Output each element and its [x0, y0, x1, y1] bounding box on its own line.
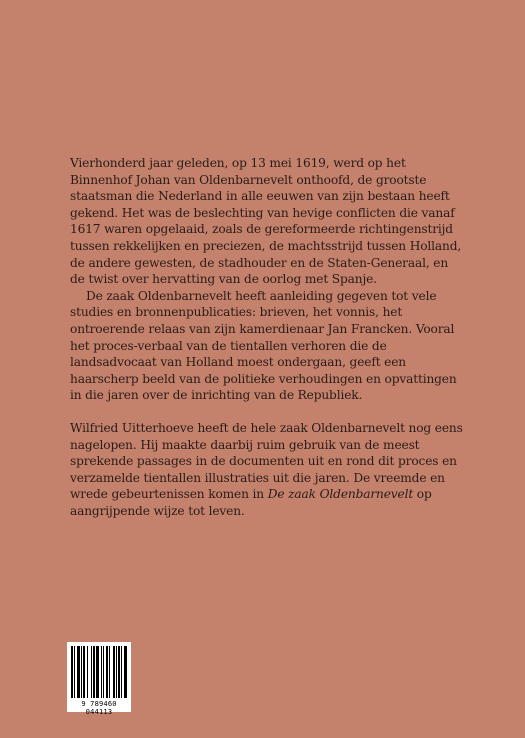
barcode-bar	[74, 646, 75, 698]
barcode-bar	[77, 646, 80, 698]
barcode-bar	[83, 646, 85, 698]
barcode-bar	[109, 646, 110, 698]
barcode-bar	[71, 646, 73, 698]
barcode-bar	[101, 646, 102, 698]
blurb-paragraph-3	[70, 420, 465, 520]
book-title-italic: De zaak Oldenbarnevelt	[267, 487, 414, 502]
blurb-paragraph-2: De zaak Oldenbarnevelt heeft aanleiding gegeven tot vele studies en bronnenpublicaties: brieven, het vonnis, het ontroerende relaas van zijn kamerdienaar Jan Francken. Vooral het proces-verbaal van de tientallen verhoren die de landsadvocaat van Holland moest ondergaan, geeft een haarscherp beeld van de politieke verhoudingen en opvattingen in die jaren over de inrichting van de Republiek.	[70, 288, 457, 403]
barcode-bar	[87, 646, 88, 698]
blurb-paragraph-1: Vierhonderd jaar geleden, op 13 mei 1619, werd op het Binnenhof Johan van Oldenbarnevelt onthoofd, de grootste staatsman die Nederland in alle eeuwen van zijn bestaan heeft gekend. Het was de beslechting van hevige conflicten die vanaf 1617 waren opgelaaid, zoals de gereformeerde richtingenstrijd tussen rekkelijken en preciezen, de machtsstrijd tussen Holland, de andere gewesten, de stadhouder en de Staten-Generaal, en de twist over hervatting van de oorlog met Spanje.	[70, 156, 462, 287]
barcode-bars	[67, 642, 131, 700]
barcode-bar	[96, 646, 99, 698]
barcode-bar	[106, 646, 108, 698]
barcode-bar	[93, 646, 95, 698]
barcode-bar	[81, 646, 82, 698]
barcode-bar	[116, 646, 117, 698]
blurb-paragraph-3-tail: op aangrijpende wijze tot leven.	[70, 487, 432, 518]
barcode-bar	[103, 646, 104, 698]
barcode-digits: 9 789460 044113	[81, 700, 117, 716]
barcode-bar	[121, 646, 122, 698]
barcode-bar	[113, 646, 115, 698]
barcode-bar	[91, 646, 92, 698]
barcode-bar	[124, 646, 127, 698]
blurb-text	[70, 155, 465, 519]
barcode-bar	[118, 646, 120, 698]
isbn-barcode	[67, 642, 131, 716]
blurb-paragraph-3-lead: Wilfried Uitterhoeve heeft de hele zaak Oldenbarnevelt nog eens nagelopen. Hij maakte daarbij ruim gebruik van de meest sprekende passages in de documenten uit en rond dit proces en verzamelde tientallen illustraties uit die jaren. De vreemde en wrede gebeurtenissen komen in	[70, 420, 463, 502]
